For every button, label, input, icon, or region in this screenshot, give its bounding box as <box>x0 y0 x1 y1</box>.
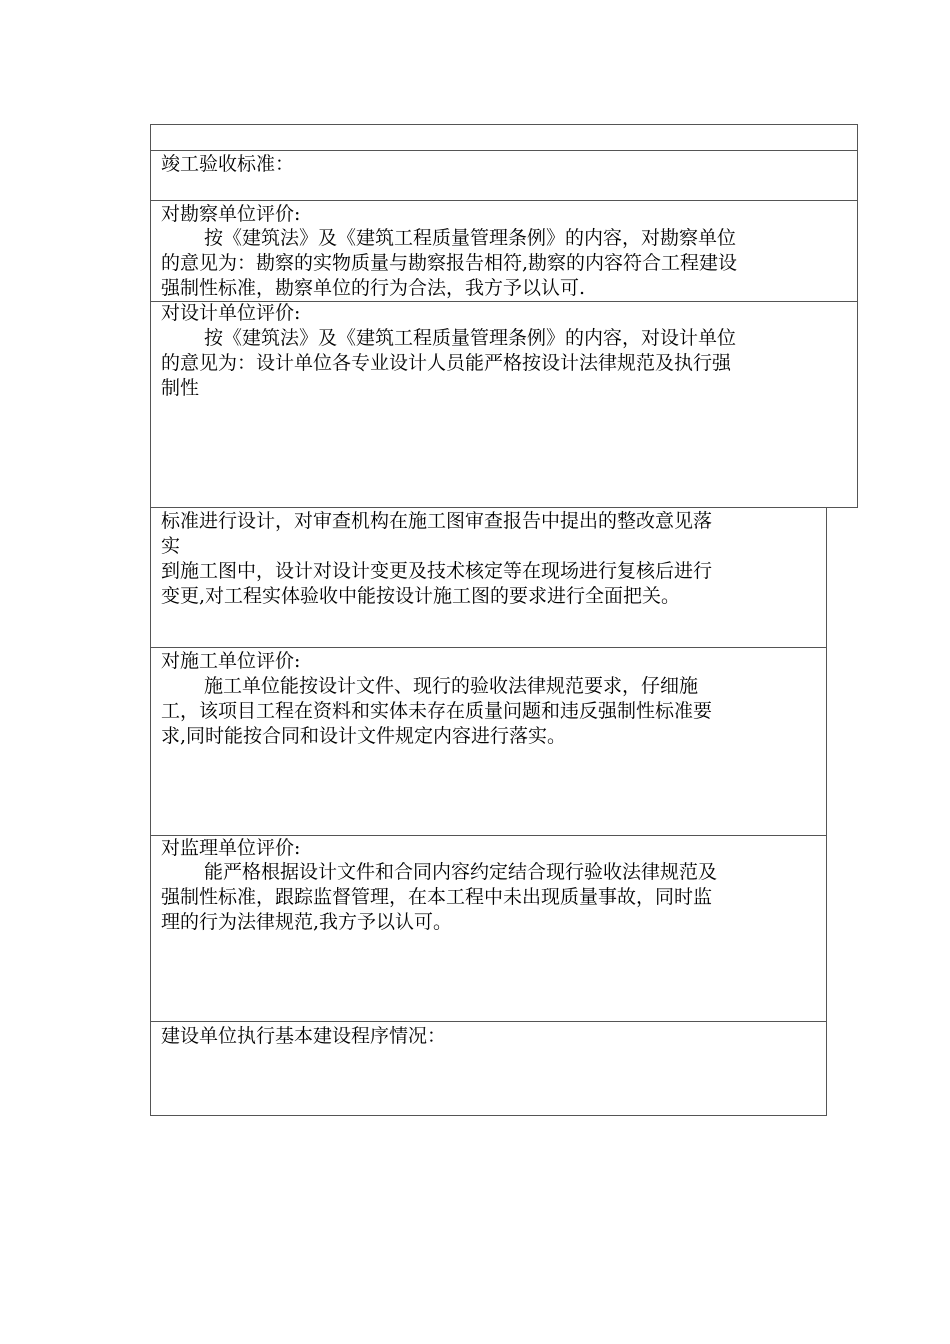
survey-unit-text-line: 的意见为：勘察的实物质量与勘察报告相符,勘察的内容符合工程建设 <box>161 252 738 274</box>
survey-unit-text-line: 按《建筑法》及《建筑工程质量管理条例》的内容，对勘察单位 <box>204 227 737 249</box>
lower-evaluation-table <box>150 507 827 1116</box>
supervision-unit-text-line: 能严格根据设计文件和合同内容约定结合现行验收法律规范及 <box>204 861 718 883</box>
row-divider <box>151 1021 826 1022</box>
supervision-unit-text-line: 强制性标准，跟踪监督管理，在本工程中未出现质量事故，同时监 <box>161 886 713 908</box>
owner-unit-heading: 建设单位执行基本建设程序情况： <box>161 1025 447 1047</box>
row-divider <box>151 647 826 648</box>
design-continued-text-line: 到施工图中，设计对设计变更及技术核定等在现场进行复核后进行 <box>161 560 713 582</box>
design-unit-text-line: 按《建筑法》及《建筑工程质量管理条例》的内容，对设计单位 <box>204 327 737 349</box>
row-divider <box>151 200 857 201</box>
design-unit-text-line: 的意见为：设计单位各专业设计人员能严格按设计法律规范及执行强 <box>161 352 732 374</box>
construction-unit-text-line: 求,同时能按合同和设计文件规定内容进行落实。 <box>161 725 567 747</box>
survey-unit-heading: 对勘察单位评价: <box>161 203 301 225</box>
design-continued-text-line: 变更,对工程实体验收中能按设计施工图的要求进行全面把关。 <box>161 585 681 607</box>
completion-standard-heading: 竣工验收标准： <box>161 153 295 175</box>
design-unit-heading: 对设计单位评价: <box>161 302 301 324</box>
construction-unit-text-line: 工，该项目工程在资料和实体未存在质量问题和违反强制性标准要 <box>161 700 713 722</box>
row-divider <box>151 150 857 151</box>
construction-unit-heading: 对施工单位评价: <box>161 650 301 672</box>
supervision-unit-text-line: 理的行为法律规范,我方予以认可。 <box>161 911 453 933</box>
upper-evaluation-table <box>150 124 858 508</box>
design-continued-text-line: 标准进行设计，对审查机构在施工图审查报告中提出的整改意见落 <box>161 510 713 532</box>
design-continued-text-line: 实 <box>161 535 181 557</box>
survey-unit-text-line: 强制性标准，勘察单位的行为合法，我方予以认可. <box>161 277 586 299</box>
supervision-unit-heading: 对监理单位评价: <box>161 837 301 859</box>
design-unit-text-line: 制性 <box>161 377 200 399</box>
construction-unit-text-line: 施工单位能按设计文件、现行的验收法律规范要求，仔细施 <box>204 675 699 697</box>
